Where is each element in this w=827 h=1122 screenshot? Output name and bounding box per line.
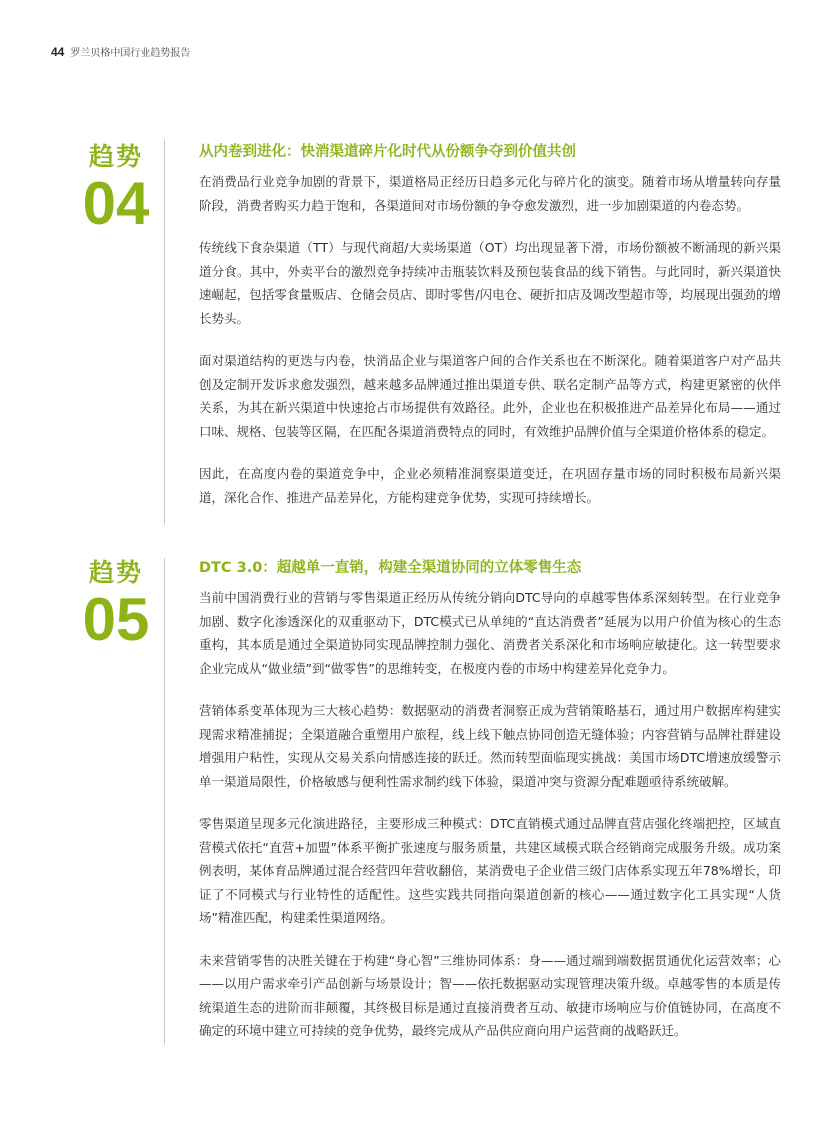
paragraph: 当前中国消费行业的营销与零售渠道正经历从传统分销向DTC导向的卓越零售体系深刻转型。在行业竞争加剧、数字化渗透深化的双重驱动下，DTC模式已从单纯的“直达消费者”延展为以用户价值为核心的生态重构，其本质是通过全渠道协同实现品牌控制力强化、消费者关系深化和市场响应敏捷化。这一转型要求企业完成从“做业绩”到“做零售”的思维转变，在极度内卷的市场中构建差异化竞争力。 bbox=[199, 590, 781, 676]
trend-word: 趋势 bbox=[88, 558, 143, 587]
paragraph: 因此，在高度内卷的渠道竞争中，企业必须精准洞察渠道变迁，在巩固存量市场的同时积极布局新兴渠道，深化合作、推进产品差异化，方能构建竞争优势，实现可持续增长。 bbox=[199, 466, 781, 505]
trend-05-section bbox=[199, 558, 781, 1062]
section-divider-04 bbox=[164, 140, 165, 524]
section-title: DTC 3.0：超越单一直销，构建全渠道协同的立体零售生态 bbox=[199, 560, 582, 576]
trend-badge-05 bbox=[70, 558, 162, 653]
trend-badge-04 bbox=[70, 142, 162, 237]
page-number: 44 bbox=[51, 45, 65, 59]
trend-number: 05 bbox=[82, 586, 150, 653]
paragraph: 传统线下食杂渠道（TT）与现代商超/大卖场渠道（OT）均出现显著下滑，市场份额被不断涌现的新兴渠道分食。其中，外卖平台的激烈竞争持续冲击瓶装饮料及预包装食品的线下销售。与此同时，新兴渠道快速崛起，包括零食量贩店、仓储会员店、即时零售/闪电仓、硬折扣店及调改型超市等，均展现出强劲的增长势头。 bbox=[199, 240, 781, 326]
paragraph: 面对渠道结构的更迭与内卷，快消品企业与渠道客户间的合作关系也在不断深化。随着渠道客户对产品共创及定制开发诉求愈发强烈，越来越多品牌通过推出渠道专供、联名定制产品等方式，构建更紧密的伙伴关系，为其在新兴渠道中快速抢占市场提供有效路径。此外，企业也在积极推进产品差异化布局——通过口味、规格、包装等区隔，在匹配各渠道消费特点的同时，有效维护品牌价值与全渠道价格体系的稳定。 bbox=[199, 353, 781, 439]
report-title: 罗兰贝格中国行业趋势报告 bbox=[70, 48, 191, 59]
paragraph: 零售渠道呈现多元化演进路径，主要形成三种模式：DTC直销模式通过品牌直营店强化终端把控，区域直营模式依托“直营+加盟”体系平衡扩张速度与服务质量，共建区域模式联合经销商完成服务升级。成功案例表明，某体育品牌通过混合经营四年营收翻倍，某消费电子企业借三级门店体系实现五年78%增长，印证了不同模式与行业特性的适配性。这些实践共同指向渠道创新的核心——通过数字化工具实现“人货场”精准匹配，构建柔性渠道网络。 bbox=[199, 816, 781, 925]
section-divider-05 bbox=[164, 558, 165, 1044]
paragraph: 在消费品行业竞争加剧的背景下，渠道格局正经历日趋多元化与碎片化的演变。随着市场从增量转向存量阶段，消费者购买力趋于饱和，各渠道间对市场份额的争夺愈发激烈，进一步加剧渠道的内卷态势。 bbox=[199, 174, 781, 213]
trend-04-section bbox=[199, 142, 781, 528]
paragraph: 营销体系变革体现为三大核心趋势：数据驱动的消费者洞察正成为营销策略基石，通过用户数据库构建实现需求精准捕捉；全渠道融合重塑用户旅程，线上线下触点协同创造无缝体验；内容营销与品牌社群建设增强用户粘性，实现从交易关系向情感连接的跃迁。然而转型面临现实挑战：美国市场DTC增速放缓警示单一渠道局限性，价格敏感与便利性需求制约线下体验，渠道冲突与资源分配难题亟待系统破解。 bbox=[199, 703, 781, 789]
paragraph: 未来营销零售的决胜关键在于构建“身心智”三维协同体系：身——通过端到端数据贯通优化运营效率；心——以用户需求牵引产品创新与场景设计；智——依托数据驱动实现管理决策升级。卓越零售的本质是传统渠道生态的进阶而非颠覆，其终极目标是通过直接消费者互动、敏捷市场响应与价值链协同，在高度不确定的环境中建立可持续的竞争优势，最终完成从产品供应商向用户运营商的战略跃迁。 bbox=[199, 952, 781, 1038]
page-header bbox=[51, 44, 190, 59]
trend-word: 趋势 bbox=[88, 142, 143, 171]
section-title: 从内卷到进化：快消渠道碎片化时代从份额争夺到价值共创 bbox=[199, 144, 576, 160]
trend-number: 04 bbox=[82, 170, 150, 237]
